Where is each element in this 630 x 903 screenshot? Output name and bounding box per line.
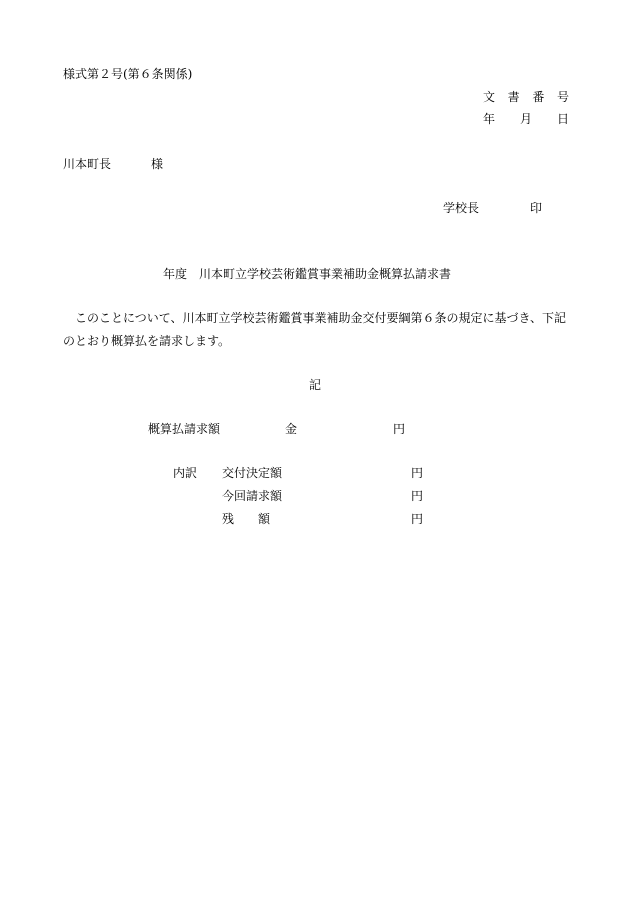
date-line: [483, 113, 569, 125]
claim-prefix: 金: [285, 422, 298, 436]
body-paragraph: このことについて、川本町立学校芸術鑑賞事業補助金交付要綱第６条の規定に基づき、下記のとおり概算払を請求します。: [63, 311, 567, 348]
breakdown-row-label: 残 額: [222, 512, 271, 526]
seal-mark: 印: [530, 201, 543, 215]
breakdown-row-unit: 円: [411, 466, 424, 480]
year-label: 年: [483, 112, 496, 126]
day-label: 日: [556, 112, 569, 126]
doc-number-char: 号: [556, 90, 569, 104]
doc-number-char: 番: [532, 90, 545, 104]
breakdown-row-label: 今回請求額: [222, 489, 283, 503]
addressee-honorific: 様: [151, 157, 164, 171]
month-label: 月: [519, 112, 532, 126]
document-number-label: [483, 91, 569, 103]
breakdown-row-label: 交付決定額: [222, 466, 283, 480]
doc-number-char: 文: [483, 90, 496, 104]
breakdown-row-unit: 円: [411, 489, 424, 503]
claim-label: 概算払請求額: [148, 422, 221, 436]
addressee-name: 川本町長: [63, 157, 112, 171]
sender-title: 学校長: [443, 201, 480, 215]
breakdown-row-unit: 円: [411, 512, 424, 526]
doc-number-char: 書: [507, 90, 520, 104]
document-title: 年度 川本町立学校芸術鑑賞事業補助金概算払請求書: [163, 267, 452, 281]
form-label: 様式第２号(第６条関係): [63, 67, 193, 81]
breakdown-heading: 内訳: [173, 466, 198, 480]
claim-unit: 円: [393, 422, 406, 436]
record-label: 記: [309, 378, 322, 392]
